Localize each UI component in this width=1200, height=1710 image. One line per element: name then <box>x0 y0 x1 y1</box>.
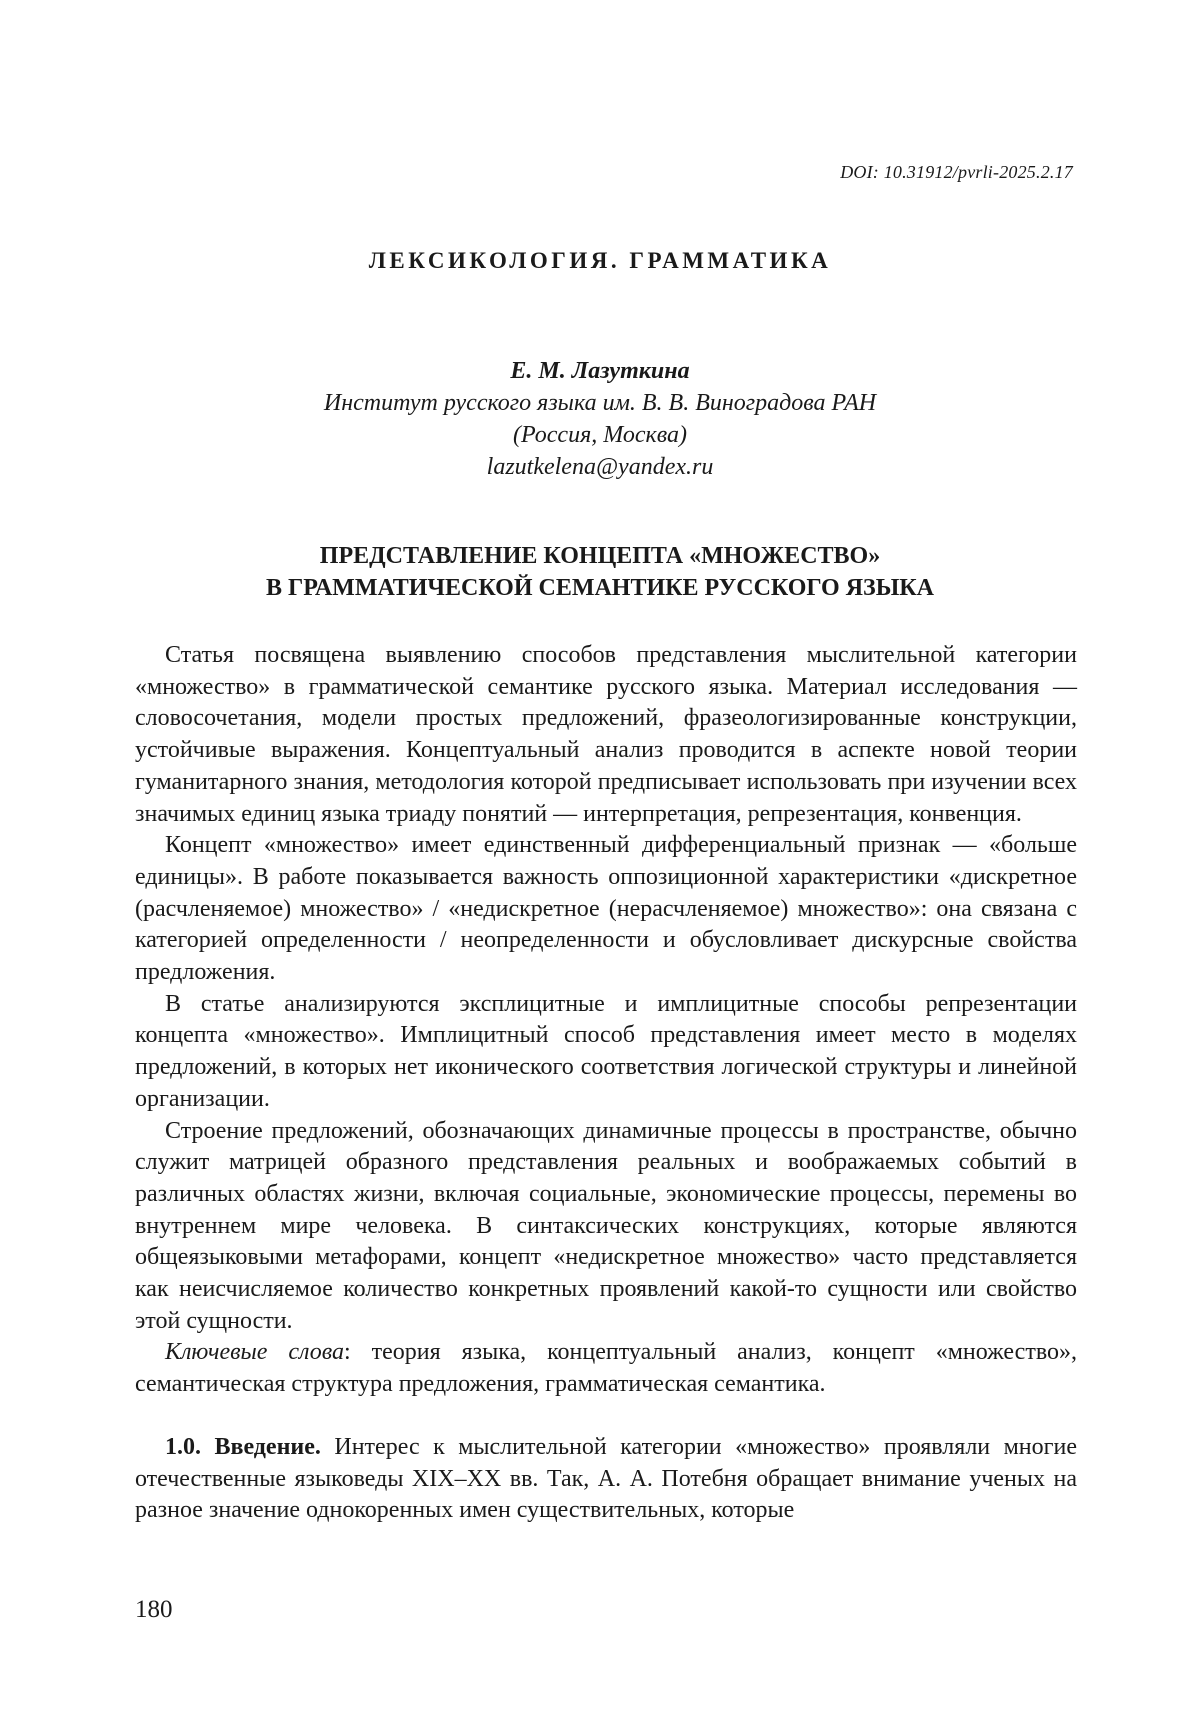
keywords-paragraph <box>135 1337 1077 1400</box>
author-location: (Россия, Москва) <box>512 422 688 448</box>
abstract-paragraph-3: В статье анализируются эксплицитные и имплицитные способы репрезентации концепта «множество». Имплицитный способ представления имеет место в моделях предложений, в которых нет иконического соответствия логической структуры и линейной организации. <box>135 990 1077 1112</box>
intro-paragraph <box>135 1432 1077 1527</box>
article-title-line-1: ПРЕДСТАВЛЕНИЕ КОНЦЕПТА «МНОЖЕСТВО» <box>319 543 881 569</box>
intro-text: Интерес к мыслительной категории «множество» проявляли многие отечественные языковеды XIX–XX вв. Так, А. А. Потебня обращает внимание ученых на разное значение однокоренных имен существительных, которые <box>135 1433 1077 1524</box>
intro-heading: 1.0. Введение. <box>165 1433 321 1460</box>
article-body <box>135 640 1077 1527</box>
author-name: Е. М. Лазуткина <box>510 358 690 384</box>
author-block <box>0 355 1200 483</box>
article-title-line-2: В ГРАММАТИЧЕСКОЙ СЕМАНТИКЕ РУССКОГО ЯЗЫКА <box>265 575 935 601</box>
abstract-paragraph-4: Строение предложений, обозначающих динамичные процессы в пространстве, обычно служит матрицей образного представления реальных и воображаемых событий в различных областях жизни, включая социальные, экономические процессы, перемены во внутреннем мире человека. В синтаксических конструкциях, которые являются общеязыковыми метафорами, концепт «недискретное множество» часто представляется как неисчисляемое количество конкретных проявлений какой-то сущности или свойство этой сущности. <box>135 1117 1077 1334</box>
page-number: 180 <box>135 1596 173 1623</box>
section-heading: ЛЕКСИКОЛОГИЯ. ГРАММАТИКА <box>368 248 832 273</box>
doi-label: DOI: 10.31912/pvrli-2025.2.17 <box>840 162 1073 182</box>
abstract-paragraph-2: Концепт «множество» имеет единственный дифференциальный признак — «больше единицы». В работе показывается важность оппозиционной характеристики «дискретное (расчленяемое) множество» / «недискретное (нерасчленяемое) множество»: она связана с категорией определенности / неопределенности и обусловливает дискурсные свойства предложения. <box>135 832 1077 986</box>
article-title <box>0 540 1200 604</box>
author-affiliation: Институт русского языка им. В. В. Виноградова РАН <box>323 390 877 416</box>
keywords-label: Ключевые слова <box>165 1339 345 1366</box>
abstract-paragraph-1: Статья посвящена выявлению способов представления мыслительной категории «множество» в грамматической семантике русского языка. Материал исследования — словосочетания, модели простых предложений, фразеологизированные конструкции, устойчивые выражения. Концептуальный анализ проводится в аспекте новой теории гуманитарного знания, методология которой предписывает использовать при изучении всех значимых единиц языка триаду понятий — интерпретация, репрезентация, конвенция. <box>135 642 1077 827</box>
author-email: lazutkelena@yandex.ru <box>486 454 714 480</box>
keywords-text: : теория языка, концептуальный анализ, концепт «множество», семантическая структура предложения, грамматическая семантика. <box>135 1339 1077 1398</box>
